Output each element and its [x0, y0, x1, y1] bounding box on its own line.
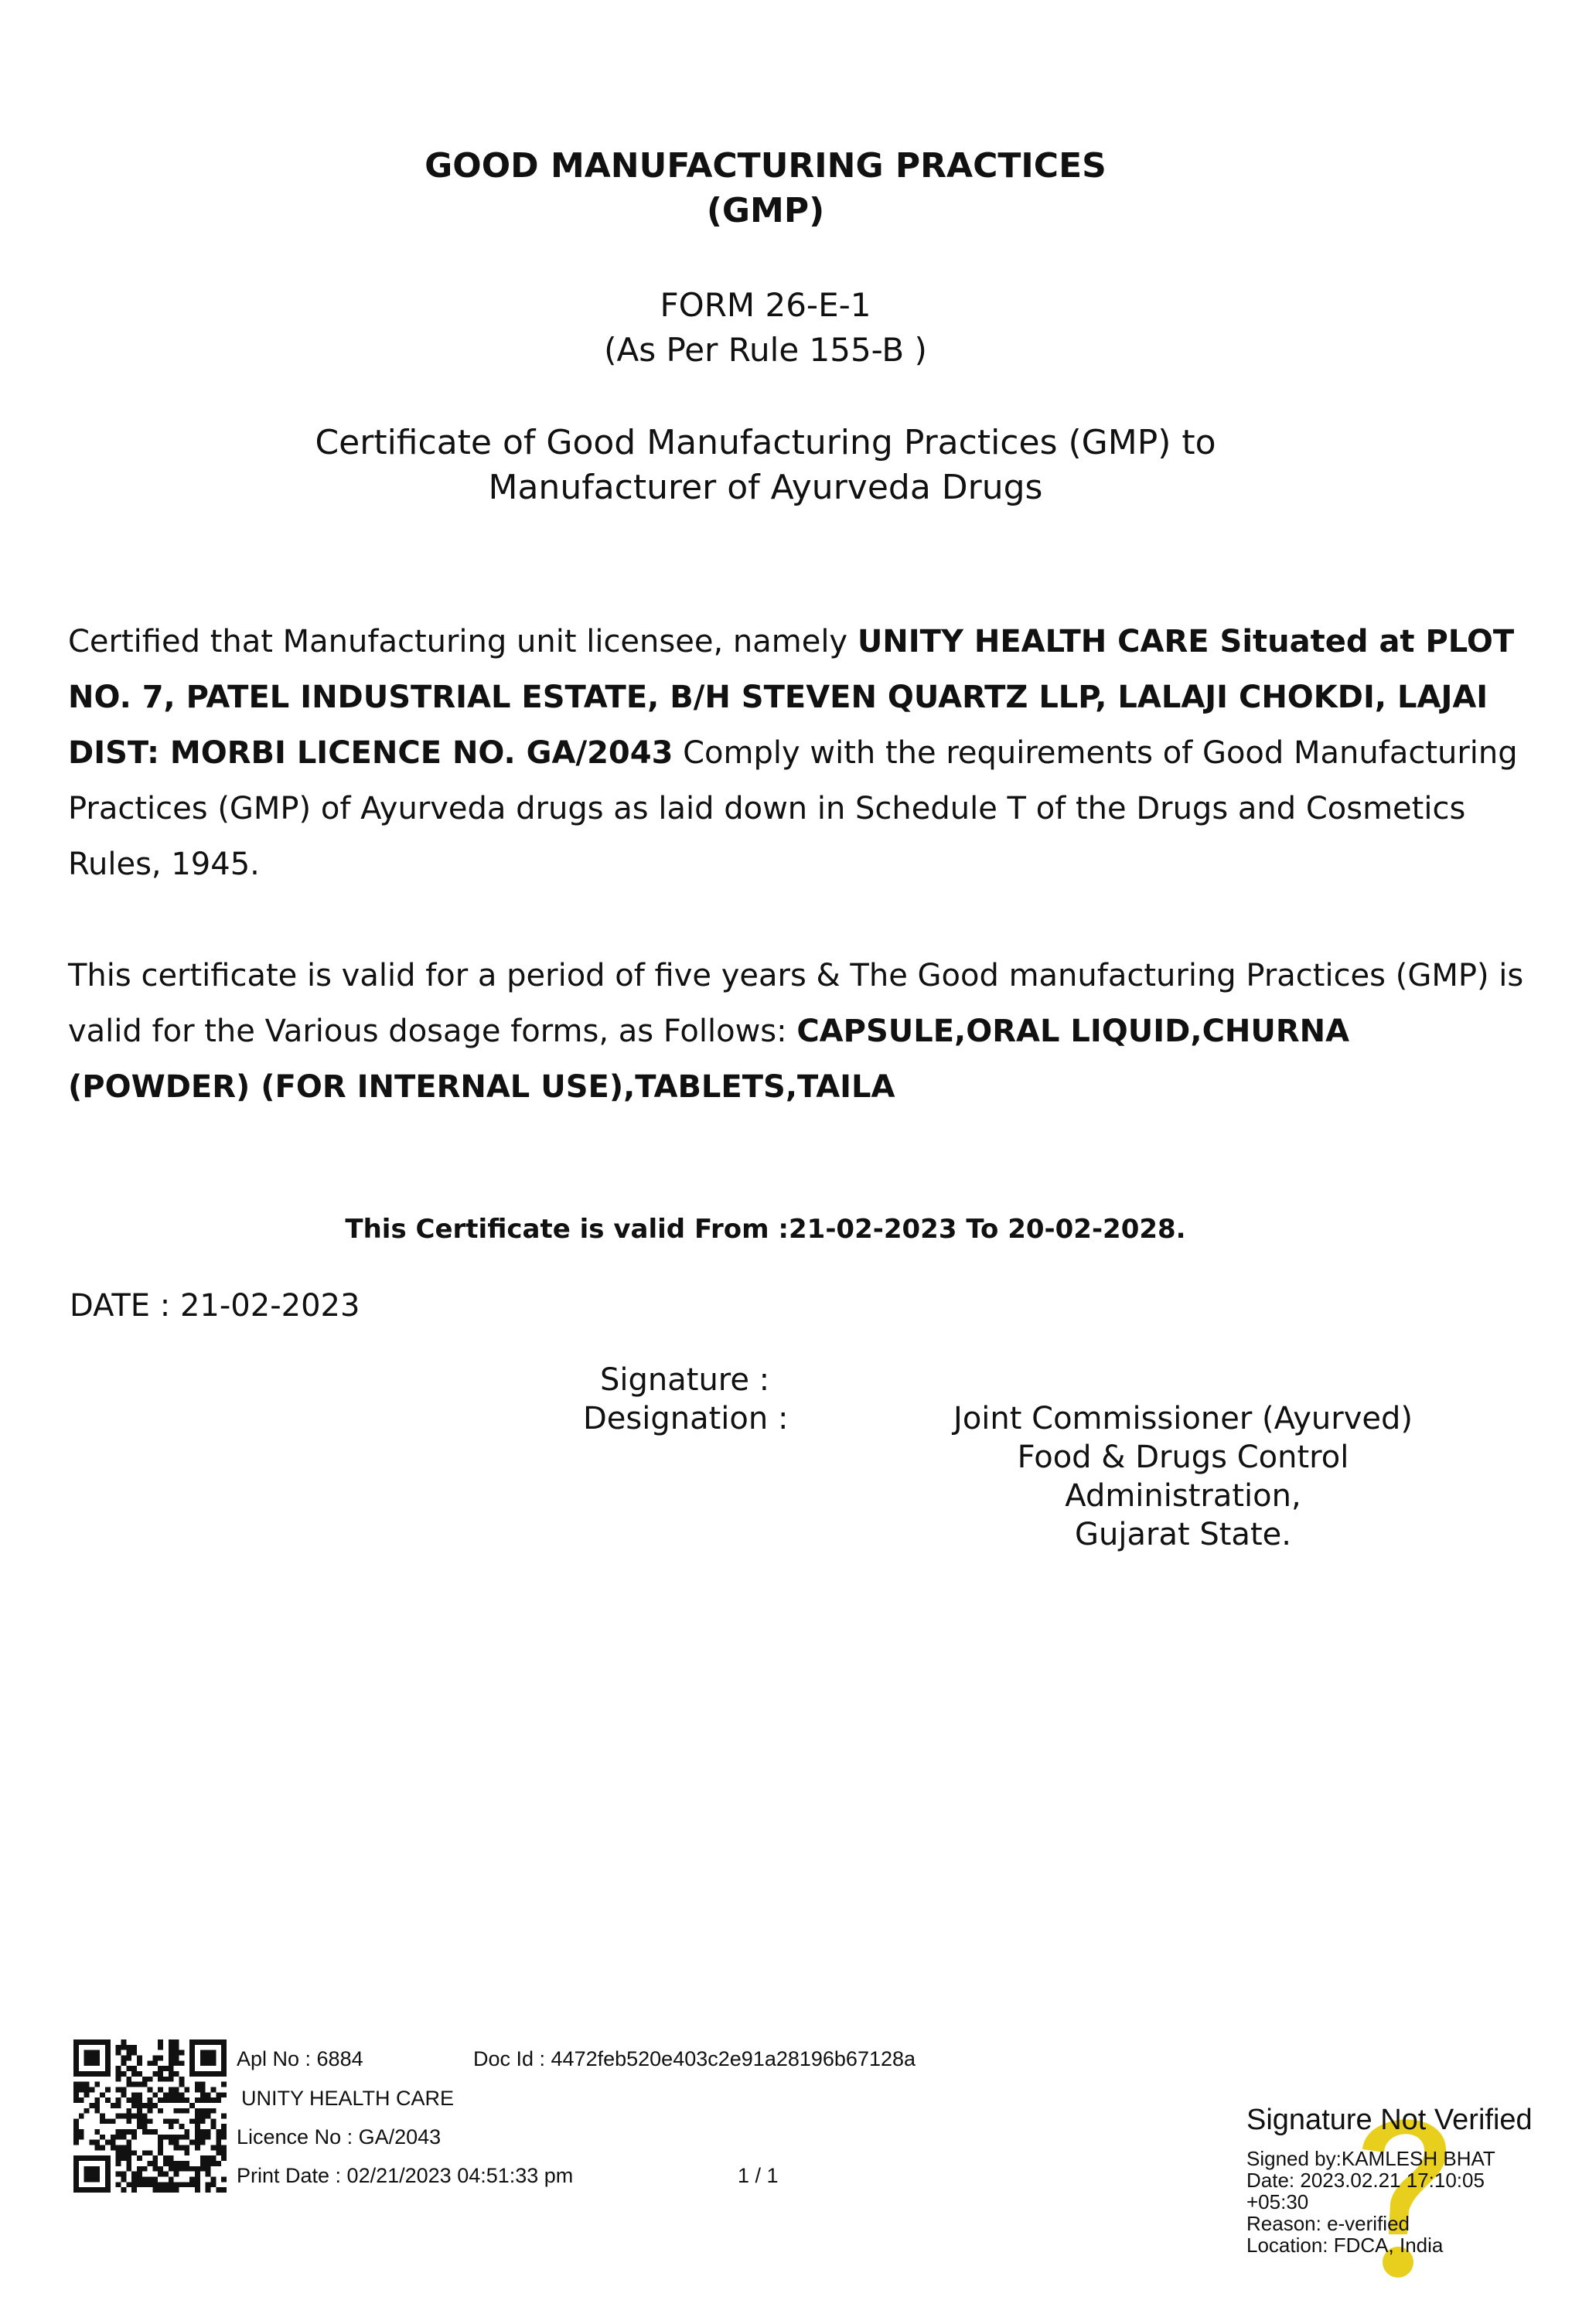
document-title-line1: GOOD MANUFACTURING PRACTICES — [425, 146, 1107, 186]
authority-line-3: Administration, — [1065, 1478, 1301, 1514]
signature-label: Signature : — [600, 1362, 770, 1398]
print-date: Print Date : 02/21/2023 04:51:33 pm — [237, 2164, 574, 2187]
rule-reference: (As Per Rule 155-B ) — [604, 331, 927, 369]
licensee-details: UNITY HEALTH CARE Situated at PLOT NO. 7, PATEL INDUSTRIAL ESTATE, B/H STEVEN QUARTZ LLP, LALAJI CHOKDI, LAJAI DIST: MORBI LICENCE NO. GA/2043 — [68, 624, 1515, 771]
page-number: 1 / 1 — [738, 2164, 779, 2187]
dosage-forms: CAPSULE,ORAL LIQUID,CHURNA (POWDER) (FOR INTERNAL USE),TABLETS,TAILA — [68, 1014, 1350, 1105]
signature-date: Date: 2023.02.21 17:10:05 — [1246, 2169, 1485, 2192]
certificate-heading-line2: Manufacturer of Ayurveda Drugs — [488, 468, 1043, 507]
authority-line-4: Gujarat State. — [1075, 1517, 1291, 1552]
validity-lead: This certificate is valid for a period of five years & The Good manufacturing Practices (GMP) is valid for the Various dosage forms, as Follows: — [68, 958, 1524, 1049]
document-id: Doc Id : 4472feb520e403c2e91a28196b67128a — [473, 2047, 916, 2070]
validity-period: This Certificate is valid From :21-02-2023 To 20-02-2028. — [345, 1214, 1186, 1245]
qr-code — [73, 2039, 227, 2193]
signature-location: Location: FDCA, India — [1246, 2234, 1444, 2257]
certification-paragraph — [68, 614, 1537, 892]
signature-status: Signature Not Verified — [1246, 2104, 1533, 2136]
signature-timezone: +05:30 — [1246, 2190, 1309, 2213]
form-number: FORM 26-E-1 — [660, 286, 871, 324]
footer-licence-number: Licence No : GA/2043 — [237, 2125, 442, 2149]
footer-company: UNITY HEALTH CARE — [241, 2087, 455, 2110]
authority-line-2: Food & Drugs Control — [1017, 1440, 1349, 1475]
document-title-line2: (GMP) — [706, 191, 825, 230]
certification-lead: Certified that Manufacturing unit licensee, namely — [68, 624, 858, 659]
signature-reason: Reason: e-verified — [1246, 2212, 1410, 2235]
application-number: Apl No : 6884 — [237, 2047, 363, 2070]
signed-by: Signed by:KAMLESH BHAT — [1246, 2147, 1495, 2170]
designation-label: Designation : — [583, 1401, 789, 1436]
digital-signature-stamp — [1246, 2103, 1571, 2288]
validity-paragraph — [68, 948, 1537, 1115]
certificate-heading-line1: Certificate of Good Manufacturing Practices (GMP) to — [315, 423, 1216, 462]
authority-line-1: Joint Commissioner (Ayurved) — [953, 1401, 1413, 1436]
issue-date: DATE : 21-02-2023 — [70, 1288, 360, 1324]
certification-tail: Comply with the requirements of Good Manufacturing Practices (GMP) of Ayurveda drugs as laid down in Schedule T of the Drugs and Cosmetics Rules, 1945. — [68, 735, 1518, 882]
